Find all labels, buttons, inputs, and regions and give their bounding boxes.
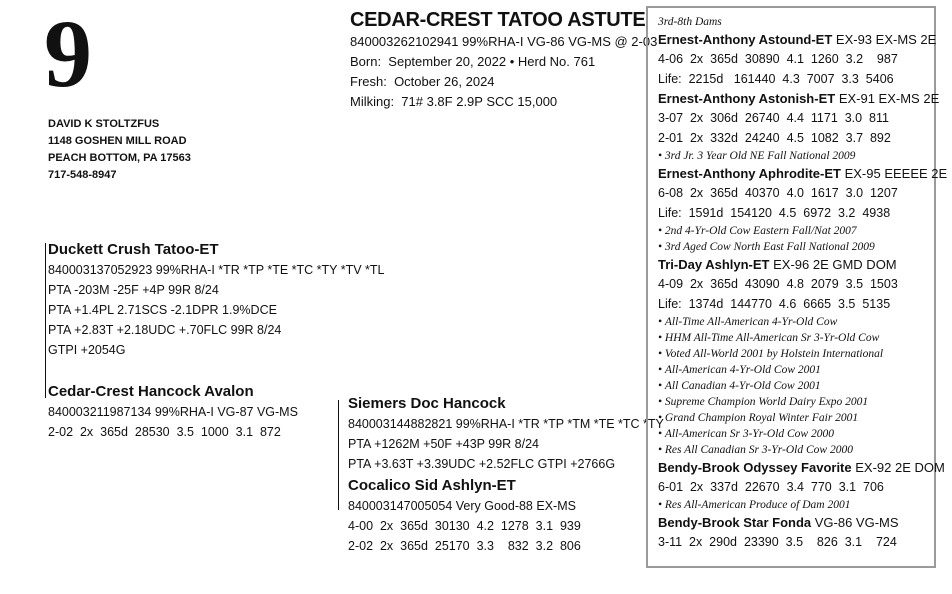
dam-entry-name: Ernest-Anthony Aphrodite-ET: [658, 166, 841, 181]
dam-entry-classification: EX-91 EX-MS 2E: [838, 91, 940, 106]
dam-entry-name-line: [658, 255, 934, 274]
dam-dam-line: 840003147005054 Very Good-88 EX-MS: [348, 499, 576, 513]
dam-entry-classification: EX-93 EX-MS 2E: [835, 32, 937, 47]
dam-entry: [658, 513, 934, 552]
dam-sire-name: Siemers Doc Hancock: [348, 395, 506, 412]
sire-line: PTA +1.4PL 2.71SCS -2.1DPR 1.9%DCE: [48, 303, 277, 317]
dam-entry-name-line: [658, 513, 934, 532]
dam-entry-award: • All-American 4-Yr-Old Cow 2001: [658, 362, 934, 378]
dam-entry: [658, 458, 945, 513]
sire-name: Duckett Crush Tatoo-ET: [48, 241, 219, 258]
dam-entry-award: • Res All-American Produce of Dam 2001: [658, 497, 934, 513]
breeder-address: 1148 GOSHEN MILL ROAD: [48, 135, 187, 147]
dam-entry-record: 6-08 2x 365d 40370 4.0 1617 3.0 1207: [658, 186, 898, 200]
dam-entry-name: Bendy-Brook Star Fonda: [658, 515, 812, 530]
dam-entry-record: Life: 1591d 154120 4.5 6972 3.2 4938: [658, 206, 891, 220]
animal-name: CEDAR-CREST TATOO ASTUTE: [350, 9, 646, 31]
dam-name: Cedar-Crest Hancock Avalon: [48, 383, 254, 400]
dam-entry-name-line: [658, 89, 940, 108]
dam-entry-name: Ernest-Anthony Astound-ET: [658, 32, 833, 47]
dam-entry-award: • HHM All-Time All-American Sr 3-Yr-Old Cow: [658, 330, 934, 346]
dam-entry-award: • 3rd Aged Cow North East Fall National 2009: [658, 239, 934, 255]
dam-dam-line: 4-00 2x 365d 30130 4.2 1278 3.1 939: [348, 519, 581, 533]
animal-fresh-line: Fresh: October 26, 2024: [350, 74, 495, 89]
dam-entry-name-line: [658, 30, 937, 49]
dam-entry-name-line: [658, 458, 945, 477]
breeder-phone: 717-548-8947: [48, 169, 117, 181]
pedigree-bracket-dam-line: [338, 400, 339, 510]
dam-sire-line: PTA +3.63T +3.39UDC +2.52FLC GTPI +2766G: [348, 457, 616, 471]
dam-entry-award: • Supreme Champion World Dairy Expo 2001: [658, 394, 934, 410]
breeder-city: PEACH BOTTOM, PA 17563: [48, 152, 191, 164]
dam-entry-award: • Res All Canadian Sr 3-Yr-Old Cow 2000: [658, 442, 934, 458]
dam-entry-name: Bendy-Brook Odyssey Favorite: [658, 460, 852, 475]
dam-entry-award: • 3rd Jr. 3 Year Old NE Fall National 2009: [658, 148, 934, 164]
dam-entry-name: Tri-Day Ashlyn-ET: [658, 257, 770, 272]
sire-line: PTA +2.83T +2.18UDC +.70FLC 99R 8/24: [48, 323, 282, 337]
dam-entry-record: 3-07 2x 306d 26740 4.4 1171 3.0 811: [658, 111, 889, 125]
sire-line: GTPI +2054G: [48, 343, 126, 357]
dam-entry-classification: EX-95 EEEEE 2E: [844, 166, 948, 181]
dam-entry-award: • All-American Sr 3-Yr-Old Cow 2000: [658, 426, 934, 442]
dam-entry: [658, 255, 934, 458]
dam-entry-classification: EX-96 2E GMD DOM: [773, 257, 897, 272]
dam-line: 840003211987134 99%RHA-I VG-87 VG-MS: [48, 405, 298, 419]
dam-entry-award: • All-Time All-American 4-Yr-Old Cow: [658, 314, 934, 330]
dam-entry-award: • 2nd 4-Yr-Old Cow Eastern Fall/Nat 2007: [658, 223, 934, 239]
dam-entry-award: • All Canadian 4-Yr-Old Cow 2001: [658, 378, 934, 394]
dam-entry-name: Ernest-Anthony Astonish-ET: [658, 91, 836, 106]
sire-line: PTA -203M -25F +4P 99R 8/24: [48, 283, 219, 297]
dam-entry: [658, 164, 948, 255]
dam-entry-award: • Voted All-World 2001 by Holstein International: [658, 346, 934, 362]
main-animal: [350, 8, 657, 112]
sire-block: [48, 240, 385, 360]
dam-entry-record: 6-01 2x 337d 22670 3.4 770 3.1 706: [658, 480, 884, 494]
dam-sire-line: PTA +1262M +50F +43P 99R 8/24: [348, 437, 539, 451]
dam-sire-block: [348, 394, 664, 474]
dam-block: [48, 382, 298, 442]
dam-entry-record: 3-11 2x 290d 23390 3.5 826 3.1 724: [658, 535, 897, 549]
animal-milking-line: Milking: 71# 3.8F 2.9P SCC 15,000: [350, 94, 558, 109]
dam-dam-name: Cocalico Sid Ashlyn-ET: [348, 477, 516, 494]
dam-entry-award: • Grand Champion Royal Winter Fair 2001: [658, 410, 934, 426]
breeder-info: [48, 116, 191, 184]
dam-entry-record: 4-09 2x 365d 43090 4.8 2079 3.5 1503: [658, 277, 898, 291]
dam-sire-line: 840003144882821 99%RHA-I *TR *TP *TM *TE *TC *TY: [348, 417, 664, 431]
dam-entry-name-line: [658, 164, 948, 183]
dam-line: 2-02 2x 365d 28530 3.5 1000 3.1 872: [48, 425, 281, 439]
dam-entry-record: Life: 2215d 161440 4.3 7007 3.3 5406: [658, 72, 894, 86]
dam-entry: [658, 89, 940, 164]
dams-box-header: 3rd-8th Dams: [658, 16, 722, 28]
pedigree-bracket-sire-dam: [45, 243, 46, 398]
dam-dam-block: [348, 476, 581, 556]
dam-entry-record: Life: 1374d 144770 4.6 6665 3.5 5135: [658, 297, 891, 311]
dam-entry-classification: VG-86 VG-MS: [814, 515, 899, 530]
dam-entry-record: 4-06 2x 365d 30890 4.1 1260 3.2 987: [658, 52, 898, 66]
dam-entry-record: 2-01 2x 332d 24240 4.5 1082 3.7 892: [658, 131, 891, 145]
dam-dam-line: 2-02 2x 365d 25170 3.3 832 3.2 806: [348, 539, 581, 553]
extended-dams-box: [646, 6, 948, 568]
animal-id-line: 840003262102941 99%RHA-I VG-86 VG-MS @ 2-03: [350, 34, 658, 49]
sire-line: 840003137052923 99%RHA-I *TR *TP *TE *TC *TY *TV *TL: [48, 263, 385, 277]
animal-born-line: Born: September 20, 2022 • Herd No. 761: [350, 54, 596, 69]
dam-entry-classification: EX-92 2E DOM: [855, 460, 945, 475]
breeder-name: DAVID K STOLTZFUS: [48, 118, 160, 130]
dam-entry: [658, 30, 937, 89]
lot-number: 9: [44, 0, 92, 107]
